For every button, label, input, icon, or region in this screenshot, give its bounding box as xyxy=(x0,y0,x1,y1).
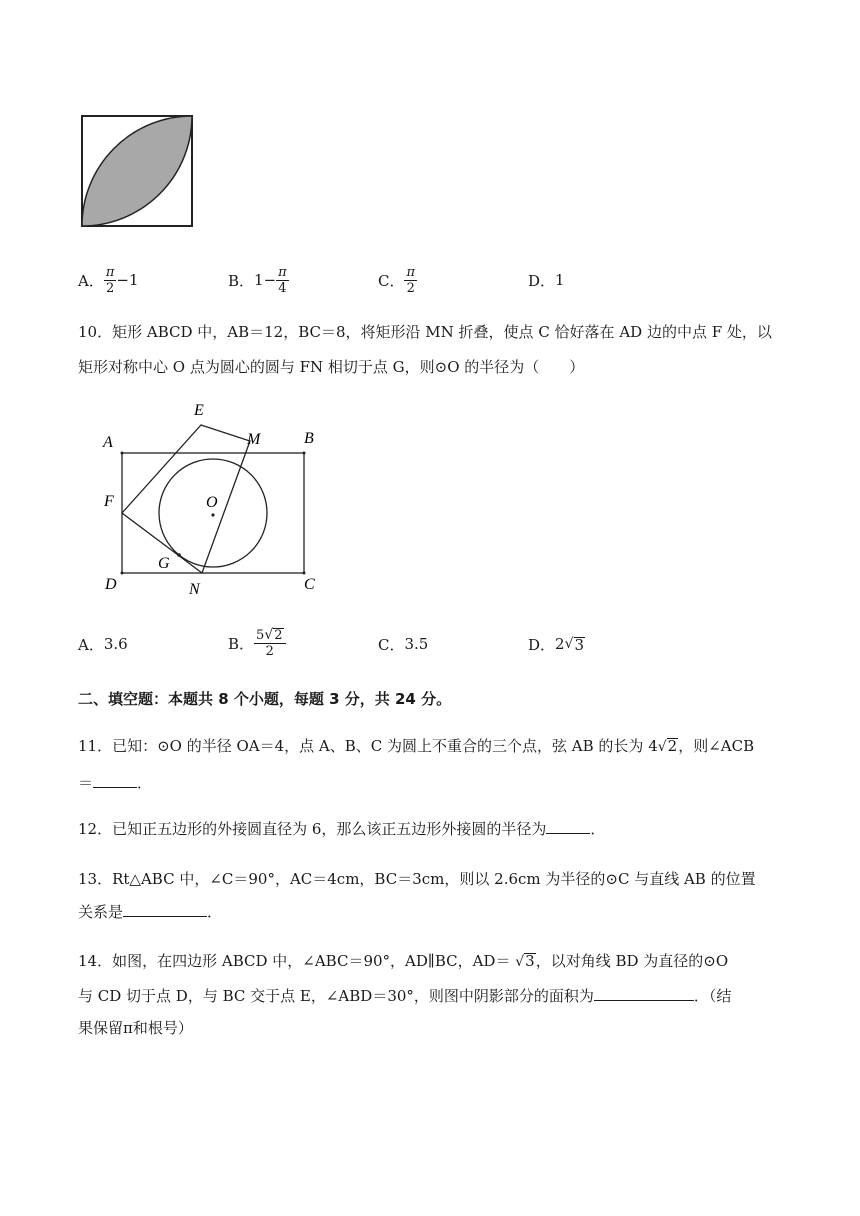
q9-option-d-text: 1 xyxy=(555,271,565,289)
q9-option-b-numerator: π xyxy=(278,264,287,280)
q9-option-b xyxy=(228,262,289,298)
q10-stem-line2: 矩形对称中心 O 点为圆心的圆与 FN 相切于点 G，则⊙O 的半径为（ ） xyxy=(78,358,585,376)
q10-option-b-fraction xyxy=(254,628,285,659)
q11-coef: 4 xyxy=(648,737,658,755)
q10-label-m: M xyxy=(247,431,261,448)
q9-option-a-label: A． xyxy=(78,271,104,290)
q11-line2-post: ． xyxy=(137,774,153,792)
q9-option-b-denominator: 4 xyxy=(278,280,287,296)
q10-vertex-a xyxy=(121,452,124,455)
q10-option-d-label: D． xyxy=(528,635,556,654)
q10-option-b-radicand: 2 xyxy=(274,627,283,643)
q10-option-b-numerator: 5√2 xyxy=(254,628,285,644)
q10-vertex-d xyxy=(121,572,124,575)
q10-label-e: E xyxy=(194,402,204,419)
q14-line2-post: ．（结 xyxy=(693,987,732,1005)
q14-stem-line1: 14．如图，在四边形 ABCD 中，∠ABC＝90°，AD∥BC，AD＝ √3，以对角线 BD 为直径的⊙O xyxy=(78,952,729,970)
q14-text-pre: 14．如图，在四边形 ABCD 中，∠ABC＝90°，AD∥BC，AD＝ xyxy=(78,952,516,970)
q10-figure-folded-rectangle xyxy=(95,398,335,598)
q9-option-a-denominator: 2 xyxy=(105,280,115,296)
q10-label-n: N xyxy=(189,581,200,598)
q10-label-c: C xyxy=(304,576,315,593)
q12-stem xyxy=(78,814,605,844)
q14-stem-line2 xyxy=(78,981,731,1011)
q11-text-post: ，则∠ACB xyxy=(678,737,755,755)
q10-option-a-label: A． xyxy=(78,635,104,654)
q14-radicand: 3 xyxy=(525,952,535,970)
q14-text-post: ，以对角线 BD 为直径的⊙O xyxy=(535,952,729,970)
q10-option-a xyxy=(78,626,128,662)
q11-line2-pre: ＝ xyxy=(78,774,94,792)
q11-text-pre: 11．已知：⊙O 的半径 OA＝4，点 A、B、C 为圆上不重合的三个点，弦 AB 的长为 xyxy=(78,737,649,755)
q10-folded-quadrilateral xyxy=(122,425,250,573)
q10-label-g: G xyxy=(158,555,170,572)
q9-option-b-head: 1− xyxy=(254,271,277,289)
q11-stem-line1: 11．已知：⊙O 的半径 OA＝4，点 A、B、C 为圆上不重合的三个点，弦 AB 的长为 4√2，则∠ACB xyxy=(78,737,755,755)
q14-line2-pre: 与 CD 切于点 D，与 BC 交于点 E，∠ABD＝30°，则图中阴影部分的面积为 xyxy=(78,987,594,1005)
q9-option-c-numerator: π xyxy=(406,264,416,280)
q10-option-b-label: B． xyxy=(228,634,255,653)
q10-rectangle-abcd xyxy=(122,453,304,573)
q12-answer-blank[interactable] xyxy=(546,819,590,834)
q13-stem-line2 xyxy=(78,897,222,927)
q10-label-o: O xyxy=(206,494,218,511)
q9-figure-lens-in-square xyxy=(80,114,194,228)
q10-option-d: D． 2 √ 3 xyxy=(528,635,585,654)
q10-option-c-text: 3.5 xyxy=(404,635,429,653)
q13-stem-line1: 13．Rt△ABC 中，∠C＝90°，AC＝4cm，BC＝3cm，则以 2.6cm 为半径的⊙C 与直线 AB 的位置 xyxy=(78,870,756,888)
q10-circle-o xyxy=(159,459,267,567)
q9-option-a-fraction xyxy=(104,265,117,296)
q9-option-c xyxy=(378,262,417,298)
q10-vertex-c xyxy=(303,572,306,575)
q10-option-b-denominator: 2 xyxy=(265,643,274,659)
q10-label-a: A xyxy=(103,434,113,451)
q10-option-c xyxy=(378,626,428,662)
q12-text-post: ． xyxy=(590,820,606,838)
q9-option-c-label: C． xyxy=(378,271,405,290)
q10-tangent-point-g xyxy=(177,553,181,557)
section-title-fill-in: 二、填空题：本题共 8 个小题，每题 3 分，共 24 分。 xyxy=(78,690,452,708)
q10-center-o-dot xyxy=(211,513,214,516)
q10-option-b xyxy=(228,622,286,664)
q9-option-c-denominator: 2 xyxy=(406,280,415,296)
q11-answer-blank[interactable] xyxy=(93,773,137,788)
q9-option-b-fraction xyxy=(276,265,289,296)
q10-option-a-text: 3.6 xyxy=(103,635,128,653)
q10-option-b-coef: 5 xyxy=(256,627,265,643)
q11-stem-line2 xyxy=(78,768,152,798)
q14-stem-line3: 果保留π和根号） xyxy=(78,1019,193,1037)
q9-option-b-label: B． xyxy=(228,271,255,290)
q10-label-f: F xyxy=(104,493,114,510)
q11-radicand: 2 xyxy=(667,737,678,755)
q10-option-c-label: C． xyxy=(378,635,405,654)
q9-option-a-tail: −1 xyxy=(116,271,139,289)
q10-option-d-radicand: 3 xyxy=(574,635,585,654)
q10-vertex-b xyxy=(303,452,306,455)
q10-label-d: D xyxy=(105,576,117,593)
q10-stem-line1: 10．矩形 ABCD 中，AB＝12，BC＝8，将矩形沿 MN 折叠，使点 C 恰好落在 AD 边的中点 F 处，以 xyxy=(78,323,772,341)
q10-label-b: B xyxy=(304,430,314,447)
q9-option-d-label: D． xyxy=(528,271,556,290)
q9-option-a xyxy=(78,262,139,298)
q13-answer-blank[interactable] xyxy=(123,902,207,917)
q12-text-pre: 12．已知正五边形的外接圆直径为 6，那么该正五边形外接圆的半径为 xyxy=(78,820,547,838)
q13-line2-post: ． xyxy=(207,903,223,921)
q9-option-a-numerator: π xyxy=(105,264,115,280)
q14-answer-blank[interactable] xyxy=(594,986,694,1001)
q9-option-c-fraction xyxy=(404,265,417,296)
q10-option-d-coef: 2 xyxy=(555,635,565,653)
q13-line2-pre: 关系是 xyxy=(78,903,124,921)
q9-option-d xyxy=(528,262,565,298)
